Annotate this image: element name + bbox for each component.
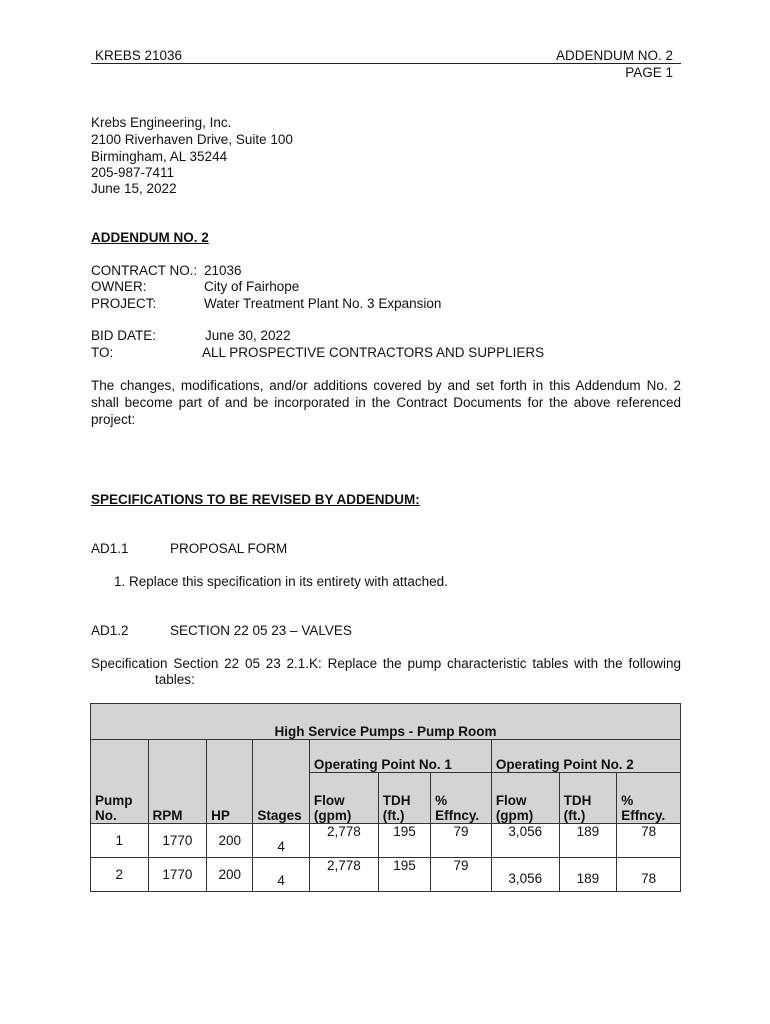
cell-flow1: 2,778 <box>309 824 378 858</box>
address-line: 205-987-7411 <box>91 165 175 180</box>
header-right <box>556 47 673 81</box>
item-number: AD1.2 <box>91 623 129 638</box>
address-line: Krebs Engineering, Inc. <box>91 115 232 130</box>
bid-date-value: June 30, 2022 <box>205 328 291 343</box>
cell-tdh1: 195 <box>378 824 430 858</box>
header-page: PAGE 1 <box>625 65 673 80</box>
item-description: Specification Section 22 05 23 2.1.K: Replace the pump characteristic tables with the following <box>91 656 681 671</box>
cell-eff1: 79 <box>431 858 492 892</box>
intro-paragraph: The changes, modifications, and/or additions covered by and set forth in this Addendum No. 2 shall become part of and be incorporated in the Contract Documents for the above referenced project: <box>91 378 681 427</box>
hp-col-header: HP <box>207 740 253 824</box>
owner-label: OWNER: <box>91 279 147 294</box>
flow-unit: (gpm) <box>313 808 352 823</box>
spec-heading: SPECIFICATIONS TO BE REVISED BY ADDENDUM: <box>91 492 420 507</box>
cell-flow1: 2,778 <box>309 858 378 892</box>
address-date: June 15, 2022 <box>91 181 177 196</box>
pump-col-label: Pump <box>95 793 133 808</box>
efficiency-label: % <box>621 793 634 808</box>
item-description-cont: tables: <box>155 672 195 687</box>
cell-pump: 1 <box>91 824 149 858</box>
cell-flow2: 3,056 <box>491 824 559 858</box>
operating-point-1-header: Operating Point No. 1 <box>309 740 491 773</box>
to-label: TO: <box>91 345 114 360</box>
contract-value: 21036 <box>204 263 242 278</box>
cell-hp: 200 <box>207 824 253 858</box>
flow-label: Flow <box>495 793 527 808</box>
header-addendum: ADDENDUM NO. 2 <box>555 48 673 63</box>
cell-stages: 4 <box>253 824 310 858</box>
stages-col-header: Stages <box>253 740 310 824</box>
contract-label: CONTRACT NO.: <box>91 263 198 278</box>
flow-unit: (gpm) <box>495 808 534 823</box>
cell-flow2: 3,056 <box>491 858 559 892</box>
efficiency-col-header <box>617 773 681 824</box>
tdh-label: TDH <box>563 793 592 808</box>
tdh-unit: (ft.) <box>382 808 405 823</box>
cell-tdh1: 195 <box>378 858 430 892</box>
cell-eff2: 78 <box>617 824 681 858</box>
tdh-label: TDH <box>382 793 411 808</box>
project-label: PROJECT: <box>91 296 157 311</box>
cell-tdh2: 189 <box>559 824 617 858</box>
header-divider <box>91 63 681 64</box>
table-row <box>91 858 681 892</box>
owner-value: City of Fairhope <box>204 279 300 294</box>
project-value: Water Treatment Plant No. 3 Expansion <box>204 296 442 311</box>
address-line: 2100 Riverhaven Drive, Suite 100 <box>91 132 293 147</box>
cell-pump: 2 <box>91 858 149 892</box>
efficiency-unit: Effncy. <box>435 808 480 823</box>
cell-eff1: 79 <box>431 824 492 858</box>
pump-col-label: No. <box>95 808 117 823</box>
cell-tdh2: 189 <box>559 858 617 892</box>
cell-hp: 200 <box>207 858 253 892</box>
item-title: SECTION 22 05 23 – VALVES <box>170 623 352 638</box>
efficiency-label: % <box>435 793 448 808</box>
flow-col-header <box>309 773 378 824</box>
to-value: ALL PROSPECTIVE CONTRACTORS AND SUPPLIERS <box>202 345 545 360</box>
pump-table <box>90 703 681 892</box>
flow-label: Flow <box>313 793 345 808</box>
cell-rpm: 1770 <box>148 824 207 858</box>
addendum-title: ADDENDUM NO. 2 <box>91 230 209 245</box>
table-title: High Service Pumps - Pump Room <box>91 704 681 740</box>
bid-date-label: BID DATE: <box>91 328 157 343</box>
tdh-col-header <box>559 773 617 824</box>
pump-col-header <box>91 740 149 824</box>
cell-eff2: 78 <box>617 858 681 892</box>
tdh-unit: (ft.) <box>563 808 586 823</box>
header-left: KREBS 21036 <box>95 48 183 63</box>
rpm-col-header: RPM <box>148 740 207 824</box>
item-title: PROPOSAL FORM <box>170 541 288 556</box>
operating-point-2-header: Operating Point No. 2 <box>491 740 680 773</box>
efficiency-col-header <box>431 773 492 824</box>
item-number: AD1.1 <box>91 541 129 556</box>
flow-col-header <box>491 773 559 824</box>
item-step: 1. Replace this specification in its entirety with attached. <box>114 574 448 589</box>
address-line: Birmingham, AL 35244 <box>91 149 228 164</box>
tdh-col-header <box>378 773 430 824</box>
cell-stages: 4 <box>253 858 310 892</box>
cell-rpm: 1770 <box>148 858 207 892</box>
table-row <box>91 824 681 858</box>
efficiency-unit: Effncy. <box>621 808 666 823</box>
